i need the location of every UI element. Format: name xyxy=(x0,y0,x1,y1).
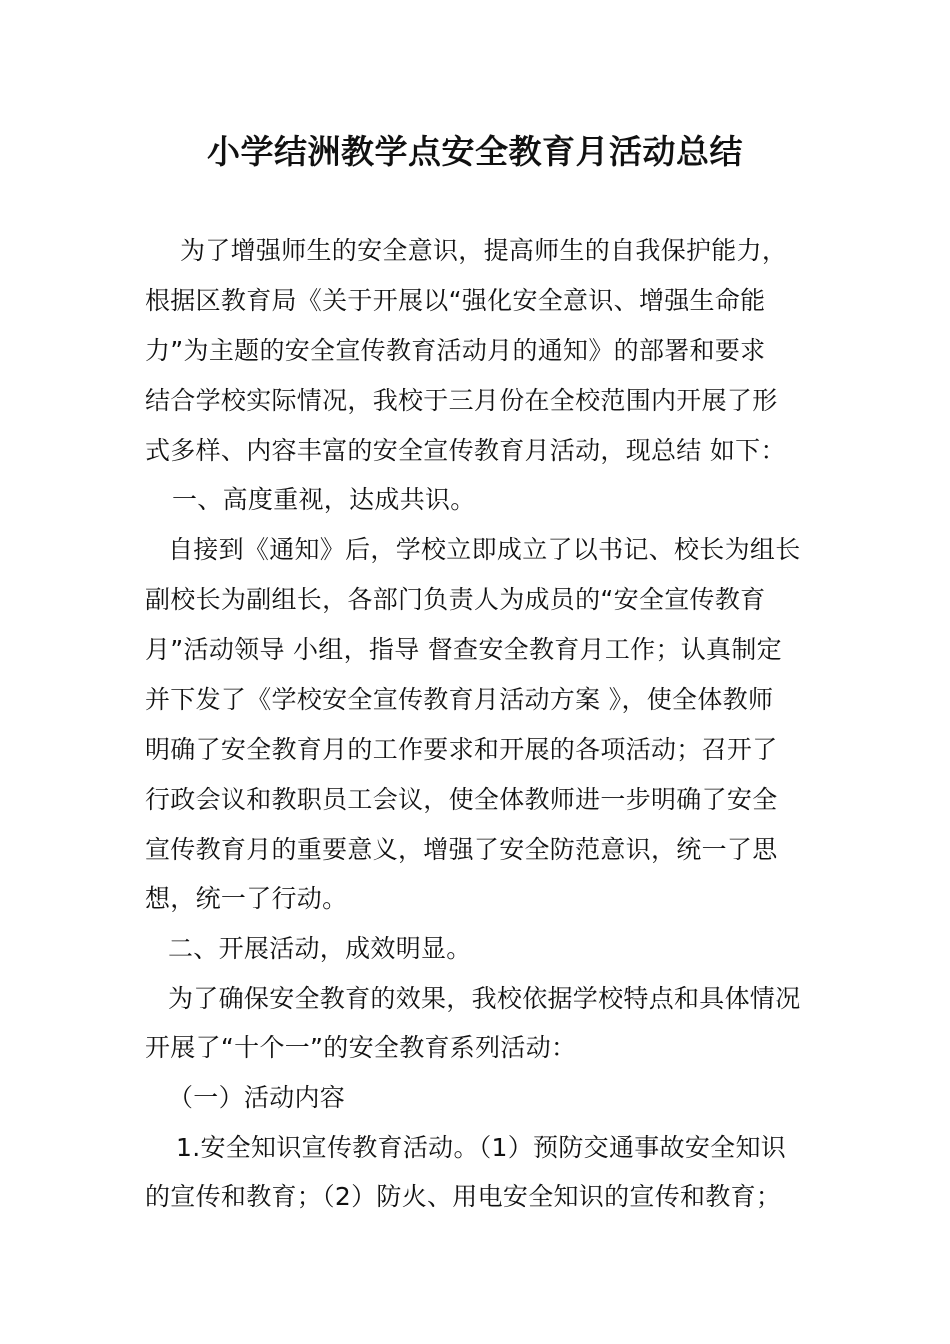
paragraph-line: 的宣传和教育；（2）防火、用电安全知识的宣传和教育； xyxy=(145,1182,782,1211)
subsection-heading: （一）活动内容 xyxy=(168,1083,346,1112)
paragraph-line: 力”为主题的安全宣传教育活动月的通知》的部署和要求 xyxy=(145,336,766,365)
paragraph-line: 副校长为副组长，各部门负责人为成员的“安全宣传教育 xyxy=(145,585,766,614)
section-heading: 二、开展活动，成效明显。 xyxy=(168,934,472,963)
paragraph-line: 结合学校实际情况，我校于三月份在全校范围内开展了形 xyxy=(145,386,778,415)
paragraph-line: 自接到《通知》后，学校立即成立了以书记、校长为组长 xyxy=(168,535,801,564)
paragraph-line: 1.安全知识宣传教育活动。（1）预防交通事故安全知识 xyxy=(176,1133,787,1162)
paragraph-line: 月”活动领导 小组，指导 督查安全教育月工作；认真制定 xyxy=(145,635,782,664)
paragraph-line: 为了确保安全教育的效果，我校依据学校特点和具体情况 xyxy=(168,984,801,1013)
paragraph-line: 根据区教育局《关于开展以“强化安全意识、增强生命能 xyxy=(145,286,766,315)
paragraph-line: 为了增强师生的安全意识，提高师生的自我保护能力， xyxy=(180,236,788,265)
section-heading: 一、高度重视，达成共识。 xyxy=(172,485,476,514)
paragraph-line: 开展了“十个一”的安全教育系列活动： xyxy=(145,1033,577,1062)
paragraph-line: 宣传教育月的重要意义，增强了安全防范意识，统一了思 xyxy=(145,835,778,864)
document-title: 小学结洲教学点安全教育月活动总结 xyxy=(207,132,743,171)
paragraph-line: 式多样、内容丰富的安全宣传教育月活动，现总结 如下： xyxy=(145,436,786,465)
paragraph-line: 想，统一了行动。 xyxy=(145,884,348,913)
paragraph-line: 明确了安全教育月的工作要求和开展的各项活动；召开了 xyxy=(145,735,778,764)
paragraph-line: 并下发了《学校安全宣传教育月活动方案 》，使全体教师 xyxy=(145,685,774,714)
paragraph-line: 行政会议和教职员工会议，使全体教师进一步明确了安全 xyxy=(145,785,778,814)
